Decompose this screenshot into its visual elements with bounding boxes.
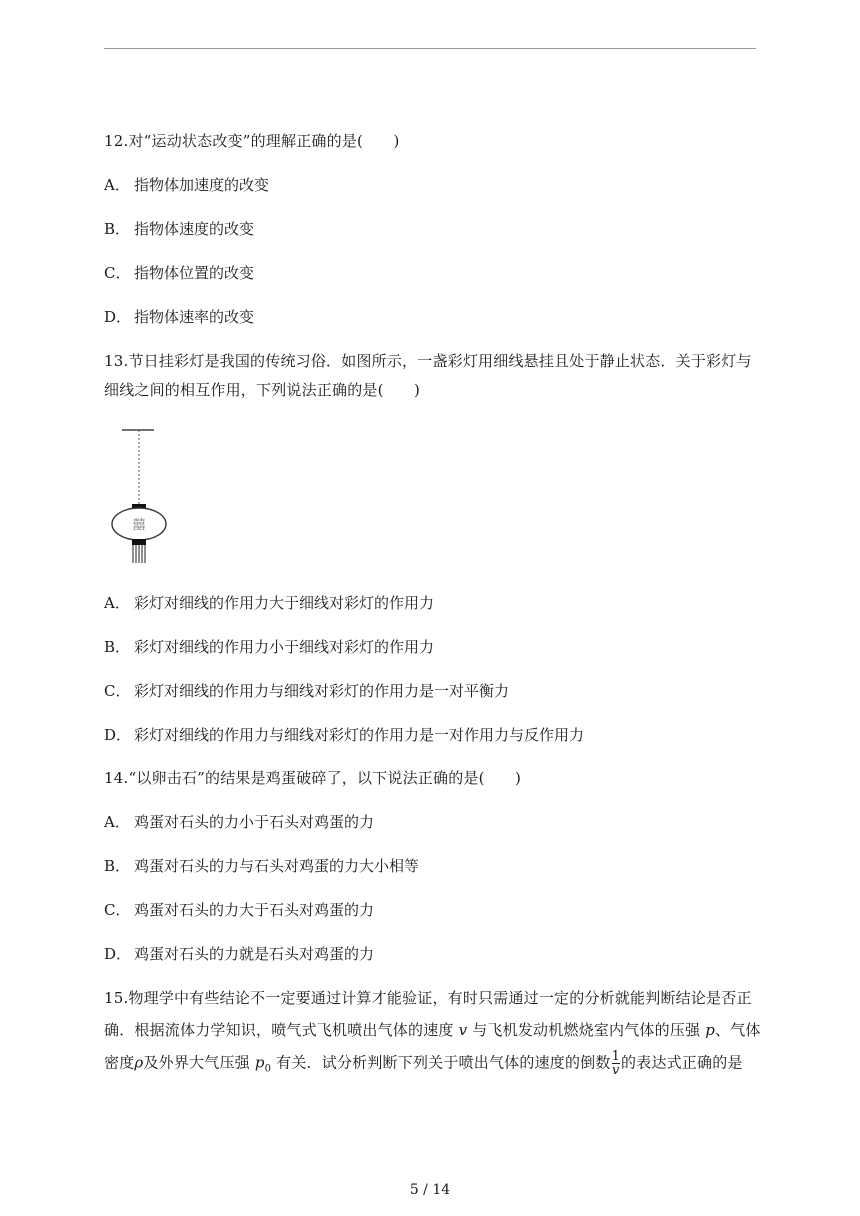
option-letter: D． (104, 945, 132, 963)
fraction-denominator: v (612, 1063, 620, 1078)
text-segment: 确．根据流体力学知识，喷气式飞机喷出气体的速度 (104, 1021, 459, 1039)
text-segment: 及外界大气压强 (143, 1053, 255, 1072)
subscript-0: 0 (264, 1063, 272, 1075)
option-text: 彩灯对细线的作用力大于细线对彩灯的作用力 (134, 594, 435, 612)
q14-option-d[interactable] (104, 944, 374, 964)
option-text: 指物体位置的改变 (134, 264, 255, 282)
option-text: 鸡蛋对石头的力小于石头对鸡蛋的力 (134, 813, 375, 831)
option-letter: C． (104, 682, 131, 700)
lantern-bottom-cap (132, 539, 146, 545)
option-text: 鸡蛋对石头的力与石头对鸡蛋的力大小相等 (134, 857, 420, 875)
option-letter: B． (104, 638, 131, 656)
option-letter: D． (104, 726, 132, 744)
option-text: 指物体速率的改变 (134, 308, 255, 326)
q14-option-a[interactable] (104, 812, 374, 832)
text-segment: 、气体 (715, 1021, 761, 1039)
lantern-tassel (133, 545, 145, 563)
text-segment: 的表达式正确的是 (621, 1053, 743, 1072)
option-letter: A． (104, 176, 130, 194)
variable-rho: ρ (134, 1053, 144, 1072)
q13-option-a[interactable] (104, 593, 434, 613)
question-14-stem: 14.“以卵击石”的结果是鸡蛋破碎了，以下说法正确的是( ) (104, 769, 522, 787)
q13-option-d[interactable] (104, 725, 584, 745)
question-12-stem: 12.对“运动状态改变”的理解正确的是( ) (104, 132, 400, 150)
lantern-figure (108, 426, 172, 568)
question-15-line-2 (104, 1020, 761, 1040)
header-rule (104, 48, 756, 49)
option-letter: B． (104, 857, 131, 875)
option-text: 鸡蛋对石头的力就是石头对鸡蛋的力 (134, 945, 375, 963)
option-letter: A． (104, 594, 130, 612)
option-text: 彩灯对细线的作用力小于细线对彩灯的作用力 (134, 638, 435, 656)
q13-option-c[interactable] (104, 681, 509, 701)
fraction-one-over-v (612, 1050, 620, 1077)
variable-v: v (458, 1021, 468, 1039)
option-text: 指物体加速度的改变 (134, 176, 270, 194)
option-letter: A． (104, 813, 130, 831)
option-letter: C． (104, 901, 131, 919)
option-text: 指物体速度的改变 (134, 220, 255, 238)
question-15-line-3 (104, 1050, 743, 1080)
question-13-stem-line-1: 13.节日挂彩灯是我国的传统习俗．如图所示，一盏彩灯用细线悬挂且处于静止状态．关于彩灯与 (104, 352, 752, 370)
fraction-numerator: 1 (611, 1049, 621, 1064)
question-15-line-1: 15.物理学中有些结论不一定要通过计算才能验证，有时只需通过一定的分析就能判断结论是否正 (104, 989, 752, 1007)
hanging-lantern-illustration (108, 426, 172, 568)
q14-option-c[interactable] (104, 900, 374, 920)
option-text: 鸡蛋对石头的力大于石头对鸡蛋的力 (134, 901, 375, 919)
text-segment: 与飞机发动机燃烧室内气体的压强 (467, 1021, 706, 1039)
text-segment: 有关．试分析判断下列关于喷出气体的速度的倒数 (271, 1053, 611, 1072)
question-13-stem-line-2: 细线之间的相互作用，下列说法正确的是( ) (104, 381, 421, 399)
q12-option-c[interactable] (104, 263, 254, 283)
q13-option-b[interactable] (104, 637, 434, 657)
page-number: 5 / 14 (409, 1182, 451, 1198)
q12-option-b[interactable] (104, 219, 254, 239)
option-text: 彩灯对细线的作用力与细线对彩灯的作用力是一对作用力与反作用力 (134, 726, 585, 744)
q14-option-b[interactable] (104, 856, 419, 876)
text-segment: 密度 (104, 1053, 135, 1072)
variable-p0: p (254, 1053, 265, 1072)
q12-option-d[interactable] (104, 307, 254, 327)
variable-p: p (705, 1021, 716, 1039)
option-letter: C． (104, 264, 131, 282)
option-text: 彩灯对细线的作用力与细线对彩灯的作用力是一对平衡力 (134, 682, 510, 700)
q12-option-a[interactable] (104, 175, 269, 195)
lantern-character: 囍 (132, 518, 146, 533)
option-letter: D． (104, 308, 132, 326)
option-letter: B． (104, 220, 131, 238)
